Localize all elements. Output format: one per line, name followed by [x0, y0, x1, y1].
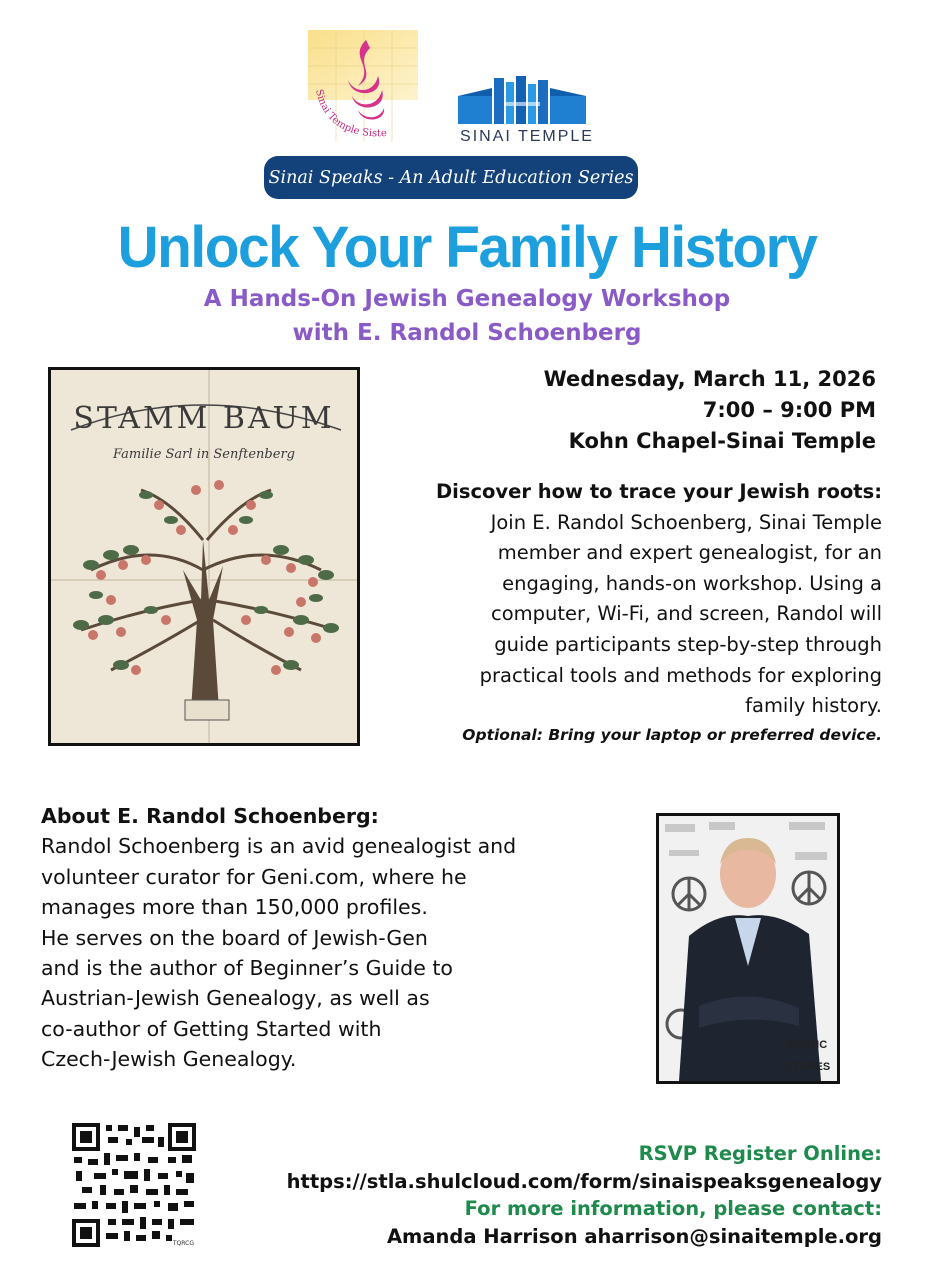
- description-line: guide participants step-by-step through: [494, 632, 882, 656]
- about-section: [41, 801, 611, 1075]
- backdrop-text-1: GANTIC: [785, 1039, 828, 1051]
- event-details: [544, 364, 876, 457]
- rsvp-url-link[interactable]: https://stla.shulcloud.com/form/sinaispeaksgenealogy: [286, 1169, 882, 1193]
- description-line: member and expert genealogist, for an: [497, 541, 882, 565]
- event-date: Wednesday, March 11, 2026: [543, 367, 876, 391]
- about-line: Czech-Jewish Genealogy.: [41, 1047, 297, 1072]
- about-line: Austrian-Jewish Genealogy, as well as: [41, 986, 430, 1011]
- description-heading: Discover how to trace your Jewish roots:: [435, 480, 882, 503]
- page-title: Unlock Your Family History: [117, 215, 817, 280]
- about-line: He serves on the board of Jewish-Gen: [41, 925, 428, 950]
- info-heading: For more information, please contact:: [464, 1197, 882, 1221]
- description-line: family history.: [745, 694, 882, 718]
- rsvp-qr-code[interactable]: [72, 1123, 196, 1247]
- description-line: engaging, hands-on workshop. Using a: [502, 571, 882, 595]
- description-line: Join E. Randol Schoenberg, Sinai Temple: [490, 510, 882, 534]
- optional-note: Optional: Bring your laptop or preferred device.: [462, 725, 882, 744]
- event-location: Kohn Chapel-Sinai Temple: [568, 429, 876, 453]
- workshop-description: [382, 477, 882, 746]
- description-line: practical tools and methods for exploring: [479, 663, 882, 687]
- sisterhood-logo-text: Sinai Temple Siste: [313, 88, 387, 140]
- stammbaum-image: [48, 367, 360, 746]
- sisterhood-logo: [308, 30, 418, 142]
- series-banner: Sinai Speaks - An Adult Education Series: [264, 156, 638, 199]
- speaker-portrait: [656, 813, 840, 1084]
- about-line: and is the author of Beginner’s Guide to: [41, 956, 453, 981]
- about-line: volunteer curator for Geni.com, where he: [41, 864, 467, 889]
- rsvp-section: [287, 1140, 882, 1250]
- description-line: computer, Wi-Fi, and screen, Randol will: [490, 602, 882, 626]
- sinai-temple-name: SINAI TEMPLE: [460, 128, 594, 145]
- rsvp-heading: RSVP Register Online:: [638, 1142, 882, 1165]
- event-time: 7:00 – 9:00 PM: [702, 398, 876, 422]
- subtitle-line-1: A Hands-On Jewish Genealogy Workshop: [203, 286, 731, 312]
- stammbaum-caption: Familie Sarl in Senftenberg: [113, 447, 295, 462]
- about-line: co-author of Getting Started with: [41, 1016, 382, 1041]
- about-line: Randol Schoenberg is an avid genealogist and: [41, 834, 517, 859]
- subtitle-line-2: with E. Randol Schoenberg: [292, 320, 642, 346]
- about-heading: About E. Randol Schoenberg:: [41, 804, 379, 828]
- qr-label: TQRCG: [172, 1240, 194, 1247]
- backdrop-text-2: CTURES: [785, 1061, 831, 1073]
- about-line: manages more than 150,000 profiles.: [41, 895, 428, 920]
- contact-line[interactable]: Amanda Harrison aharrison@sinaitemple.org: [386, 1224, 882, 1248]
- stammbaum-title: STAMM BAUM: [73, 401, 335, 436]
